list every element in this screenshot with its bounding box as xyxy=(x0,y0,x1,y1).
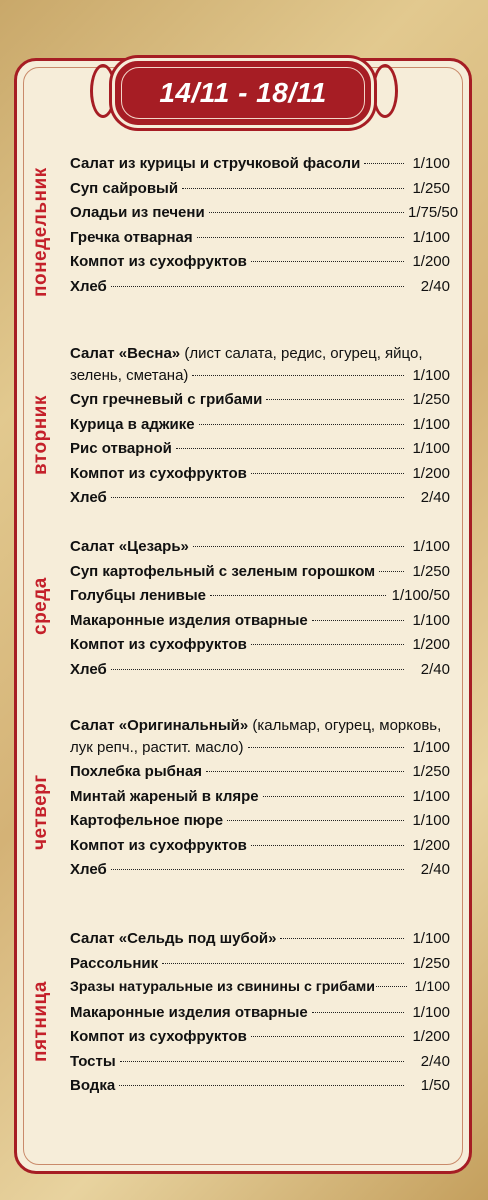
dot-leader xyxy=(176,448,404,449)
portion: 1/250 xyxy=(412,562,450,580)
menu-item xyxy=(70,837,450,862)
menu-item xyxy=(70,1004,450,1029)
dot-leader xyxy=(251,1036,404,1037)
day-label: пятница xyxy=(30,980,51,1062)
portion: 1/250 xyxy=(412,391,450,408)
portion: 1/250 xyxy=(412,954,450,972)
portion: 1/100 xyxy=(412,812,450,829)
portion: 1/200 xyxy=(412,464,450,482)
menu-item xyxy=(70,739,450,764)
dish-description-continued: лук репч., растит. масло) xyxy=(70,738,244,756)
menu-item xyxy=(70,391,450,416)
dish-name: Компот из сухофруктов xyxy=(70,464,247,482)
dot-leader xyxy=(312,620,404,621)
day-label: понедельник xyxy=(30,167,51,298)
menu-item xyxy=(70,979,450,1004)
dot-leader xyxy=(248,747,405,748)
dot-leader xyxy=(364,163,404,164)
dot-leader xyxy=(193,546,404,547)
dish-name: Суп гречневый с грибами xyxy=(70,391,263,408)
dot-leader xyxy=(111,286,404,287)
dish-name: Хлеб xyxy=(70,277,107,295)
dot-leader xyxy=(376,986,407,987)
portion: 1/200 xyxy=(412,1028,450,1045)
dish-name: Гречка отварная xyxy=(70,228,193,246)
dot-leader xyxy=(251,644,404,645)
dish-name: Макаронные изделия отварные xyxy=(70,611,308,629)
portion: 1/100 xyxy=(412,415,450,433)
dot-leader xyxy=(379,571,404,572)
menu-item-first-line xyxy=(70,342,450,367)
menu-item xyxy=(70,155,450,180)
menu-item xyxy=(70,204,459,229)
portion: 1/100 xyxy=(412,611,450,629)
day-label: четверг xyxy=(30,774,51,850)
portion: 2/40 xyxy=(420,1052,450,1070)
menu-item xyxy=(70,465,450,490)
menu-item xyxy=(70,636,450,661)
dot-leader xyxy=(263,796,404,797)
dish-name: Хлеб xyxy=(70,861,107,878)
menu-item xyxy=(70,1053,450,1078)
portion: 1/100 xyxy=(412,538,450,555)
portion: 1/100 xyxy=(412,930,450,947)
dish-name: Суп картофельный с зеленым горошком xyxy=(70,562,376,580)
menu-item xyxy=(70,229,450,254)
dish-name: Хлеб xyxy=(70,660,107,678)
dot-leader xyxy=(251,261,404,262)
portion: 1/200 xyxy=(412,836,450,854)
menu-item xyxy=(70,489,450,514)
dish-name: Голубцы ленивые xyxy=(70,587,207,604)
menu-list xyxy=(70,714,450,886)
menu-item xyxy=(70,763,450,788)
portion: 1/100/50 xyxy=(391,587,450,604)
portion: 1/100 xyxy=(412,366,450,384)
dish-name: Салат «Сельдь под шубой» xyxy=(70,930,277,947)
dish-description: (кальмар, огурец, морковь, xyxy=(248,717,442,734)
menu-list xyxy=(70,538,450,685)
menu-list xyxy=(70,155,459,302)
dot-leader xyxy=(251,473,404,474)
dish-name: Салат из курицы и стручковой фасоли xyxy=(70,155,361,172)
dish-name: Суп сайровый xyxy=(70,179,179,197)
dot-leader xyxy=(111,497,404,498)
dish-description: (лист салата, редис, огурец, яйцо, xyxy=(180,345,423,362)
menu-item xyxy=(70,788,450,813)
menu-item xyxy=(70,1028,450,1053)
dish-name: Салат «Оригинальный» xyxy=(70,717,249,734)
menu-item xyxy=(70,587,450,612)
portion: 1/100 xyxy=(412,155,450,172)
dot-leader xyxy=(197,237,404,238)
dot-leader xyxy=(251,845,404,846)
portion: 1/100 xyxy=(412,738,450,756)
dot-leader xyxy=(182,188,404,189)
portion: 1/50 xyxy=(420,1077,450,1094)
portion: 2/40 xyxy=(420,660,450,678)
dish-name: Курица в аджике xyxy=(70,415,195,433)
dish-name: Компот из сухофруктов xyxy=(70,636,247,653)
dish-name: Салат «Весна» xyxy=(70,345,181,362)
menu-item xyxy=(70,563,450,588)
portion: 1/100 xyxy=(412,787,450,805)
dish-name: Похлебка рыбная xyxy=(70,763,203,780)
menu-item xyxy=(70,612,450,637)
menu-item xyxy=(70,440,450,465)
menu-item xyxy=(70,661,450,686)
dot-leader xyxy=(119,1085,404,1086)
dish-name: Макаронные изделия отварные xyxy=(70,1003,308,1021)
menu-item xyxy=(70,955,450,980)
dish-name: Картофельное пюре xyxy=(70,812,224,829)
portion: 1/100 xyxy=(412,1003,450,1021)
dish-name: Минтай жареный в кляре xyxy=(70,787,259,805)
menu-item xyxy=(70,538,450,563)
dish-name: Рис отварной xyxy=(70,440,172,457)
dot-leader xyxy=(209,212,404,213)
dot-leader xyxy=(210,595,386,596)
menu-item xyxy=(70,416,450,441)
menu-item xyxy=(70,180,450,205)
portion: 1/75/50 xyxy=(408,204,459,221)
menu-item xyxy=(70,1077,450,1102)
menu-item xyxy=(70,812,450,837)
portion: 1/100 xyxy=(412,440,450,457)
dish-name: Салат «Цезарь» xyxy=(70,538,189,555)
dish-name: Рассольник xyxy=(70,954,159,972)
dot-leader xyxy=(120,1061,404,1062)
portion: 2/40 xyxy=(420,861,450,878)
dish-name: Водка xyxy=(70,1077,116,1094)
portion: 1/100 xyxy=(414,979,450,995)
dot-leader xyxy=(162,963,404,964)
dot-leader xyxy=(280,938,404,939)
menu-item xyxy=(70,861,450,886)
date-range: 14/11 - 18/11 xyxy=(159,77,327,108)
dot-leader xyxy=(111,869,404,870)
menu-item-first-line xyxy=(70,714,450,739)
dot-leader xyxy=(206,771,404,772)
menu-list xyxy=(70,342,450,514)
date-banner xyxy=(112,58,374,128)
portion: 1/100 xyxy=(412,228,450,246)
portion: 1/250 xyxy=(412,763,450,780)
dot-leader xyxy=(111,669,404,670)
banner-right-scroll-ornament xyxy=(372,64,398,118)
dish-name: Зразы натуральные из свинины с грибами xyxy=(70,979,375,995)
portion: 2/40 xyxy=(420,277,450,295)
dish-name: Компот из сухофруктов xyxy=(70,836,247,854)
dot-leader xyxy=(199,424,404,425)
day-label: вторник xyxy=(30,395,51,475)
portion: 1/200 xyxy=(412,253,450,270)
dish-description-continued: зелень, сметана) xyxy=(70,366,189,384)
menu-list xyxy=(70,930,450,1102)
dot-leader xyxy=(227,820,404,821)
dish-name: Хлеб xyxy=(70,489,107,506)
dish-name: Компот из сухофруктов xyxy=(70,253,247,270)
portion: 1/250 xyxy=(412,179,450,197)
menu-item xyxy=(70,367,450,392)
dot-leader xyxy=(192,375,404,376)
menu-item xyxy=(70,253,450,278)
day-label: среда xyxy=(30,577,51,635)
dot-leader xyxy=(312,1012,404,1013)
dish-name: Оладьи из печени xyxy=(70,204,205,221)
portion: 1/200 xyxy=(412,636,450,653)
dot-leader xyxy=(266,399,404,400)
portion: 2/40 xyxy=(420,489,450,506)
menu-item xyxy=(70,930,450,955)
dish-name: Компот из сухофруктов xyxy=(70,1028,247,1045)
menu-item xyxy=(70,278,450,303)
dish-name: Тосты xyxy=(70,1052,116,1070)
